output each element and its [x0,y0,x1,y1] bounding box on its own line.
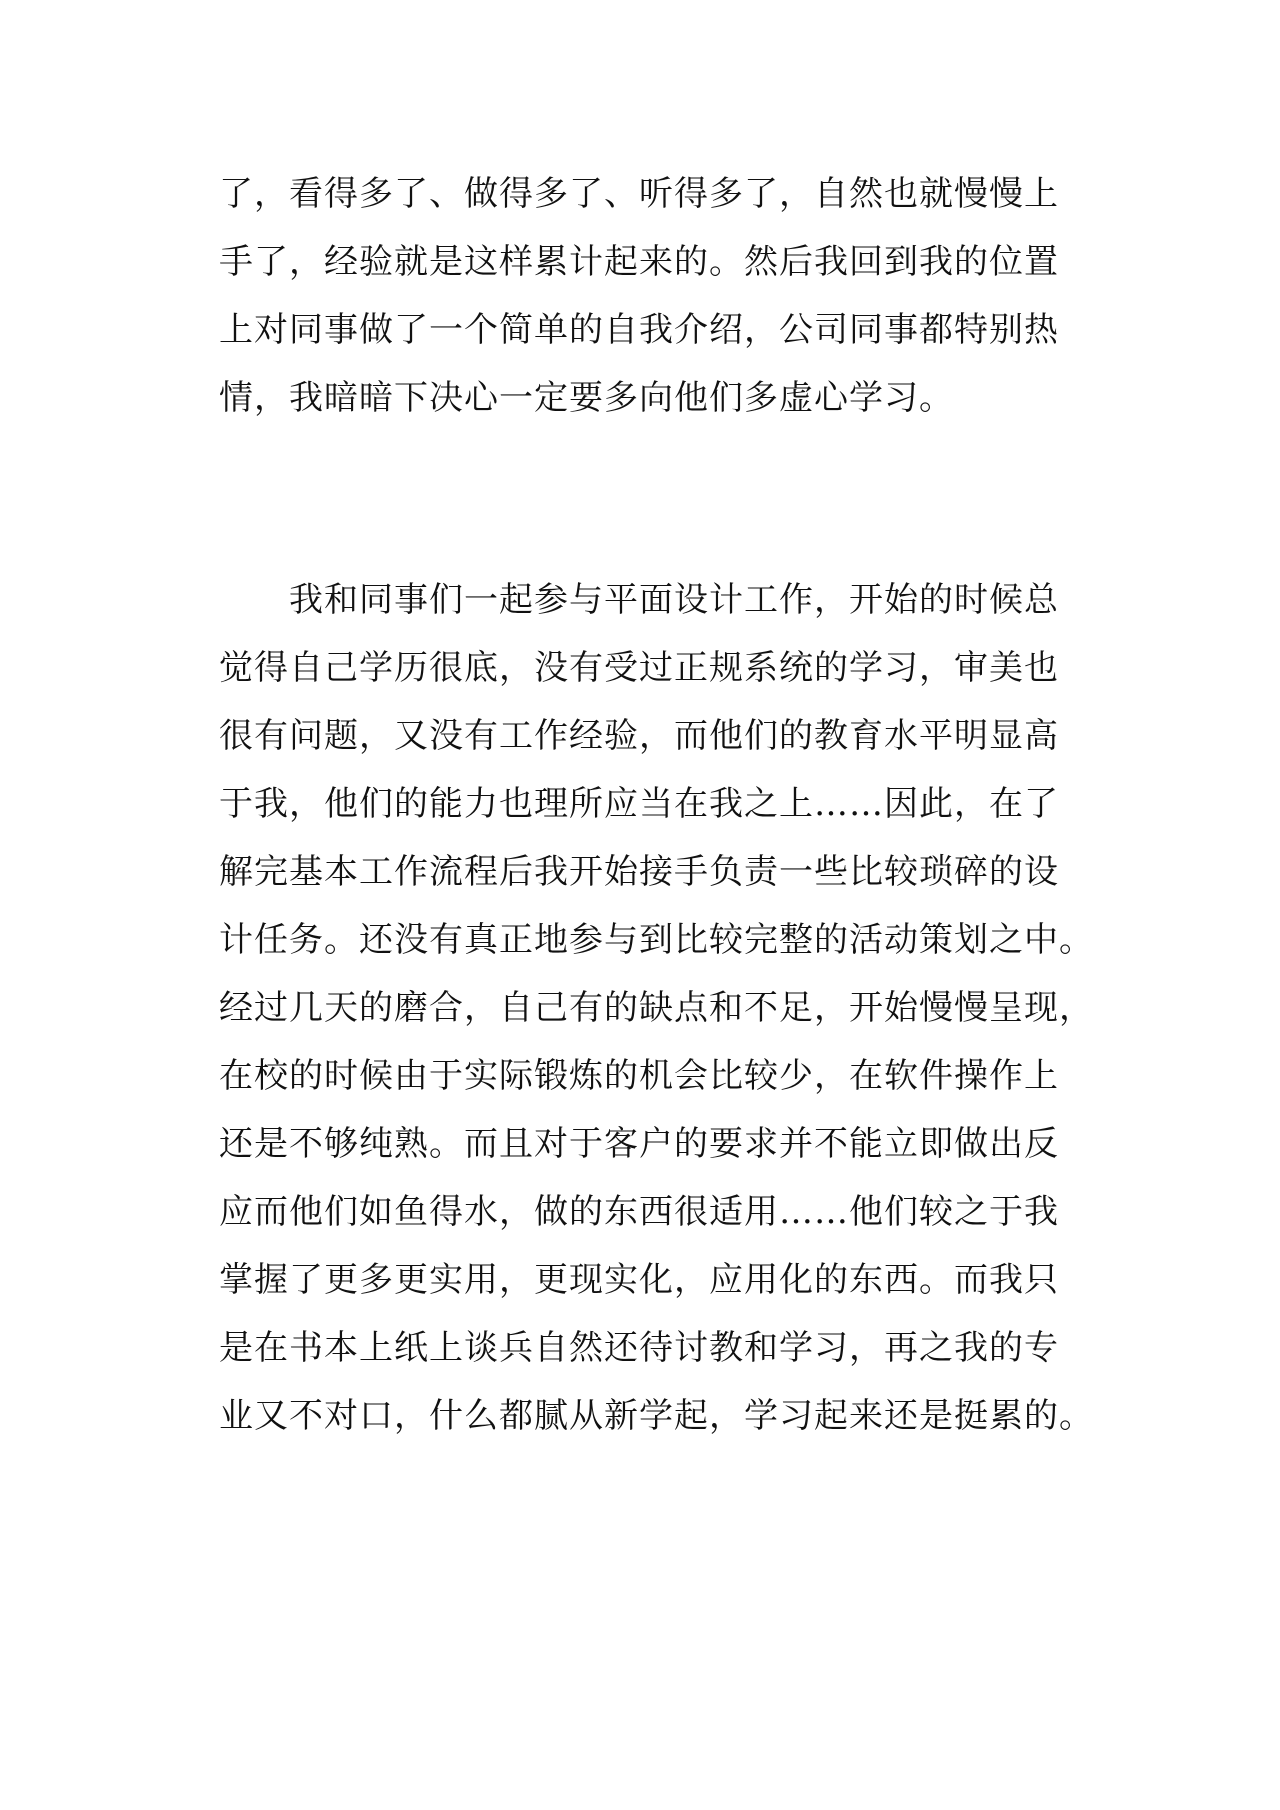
paragraph-line: 我和同事们一起参与平面设计工作，开始的时候总 [219,580,1059,620]
paragraph-2 [219,566,1094,1450]
paragraph-line: 业又不对口，什么都腻从新学起，学习起来还是挺累的。 [219,1396,1094,1436]
paragraph-line: 上对同事做了一个简单的自我介绍，公司同事都特别热 [219,310,1059,350]
paragraph-line: 解完基本工作流程后我开始接手负责一些比较琐碎的设 [219,852,1059,892]
paragraph-line: 情，我暗暗下决心一定要多向他们多虚心学习。 [219,378,954,418]
paragraph-line: 了，看得多了、做得多了、听得多了，自然也就慢慢上 [219,174,1059,214]
paragraph-line: 还是不够纯熟。而且对于客户的要求并不能立即做出反 [219,1124,1059,1164]
paragraph-line: 在校的时候由于实际锻炼的机会比较少，在软件操作上 [219,1056,1059,1096]
paragraph-line: 经过几天的磨合，自己有的缺点和不足，开始慢慢呈现， [219,988,1094,1028]
paragraph-1 [219,160,1059,432]
paragraph-line: 掌握了更多更实用，更现实化，应用化的东西。而我只 [219,1260,1059,1300]
paragraph-line: 手了，经验就是这样累计起来的。然后我回到我的位置 [219,242,1059,282]
paragraph-line: 应而他们如鱼得水，做的东西很适用……他们较之于我 [219,1192,1059,1232]
paragraph-line: 于我，他们的能力也理所应当在我之上……因此，在了 [219,784,1059,824]
paragraph-line: 计任务。还没有真正地参与到比较完整的活动策划之中。 [219,920,1094,960]
paragraph-line: 觉得自己学历很底，没有受过正规系统的学习，审美也 [219,648,1059,688]
paragraph-line: 是在书本上纸上谈兵自然还待讨教和学习，再之我的专 [219,1328,1059,1368]
paragraph-line: 很有问题，又没有工作经验，而他们的教育水平明显高 [219,716,1059,756]
